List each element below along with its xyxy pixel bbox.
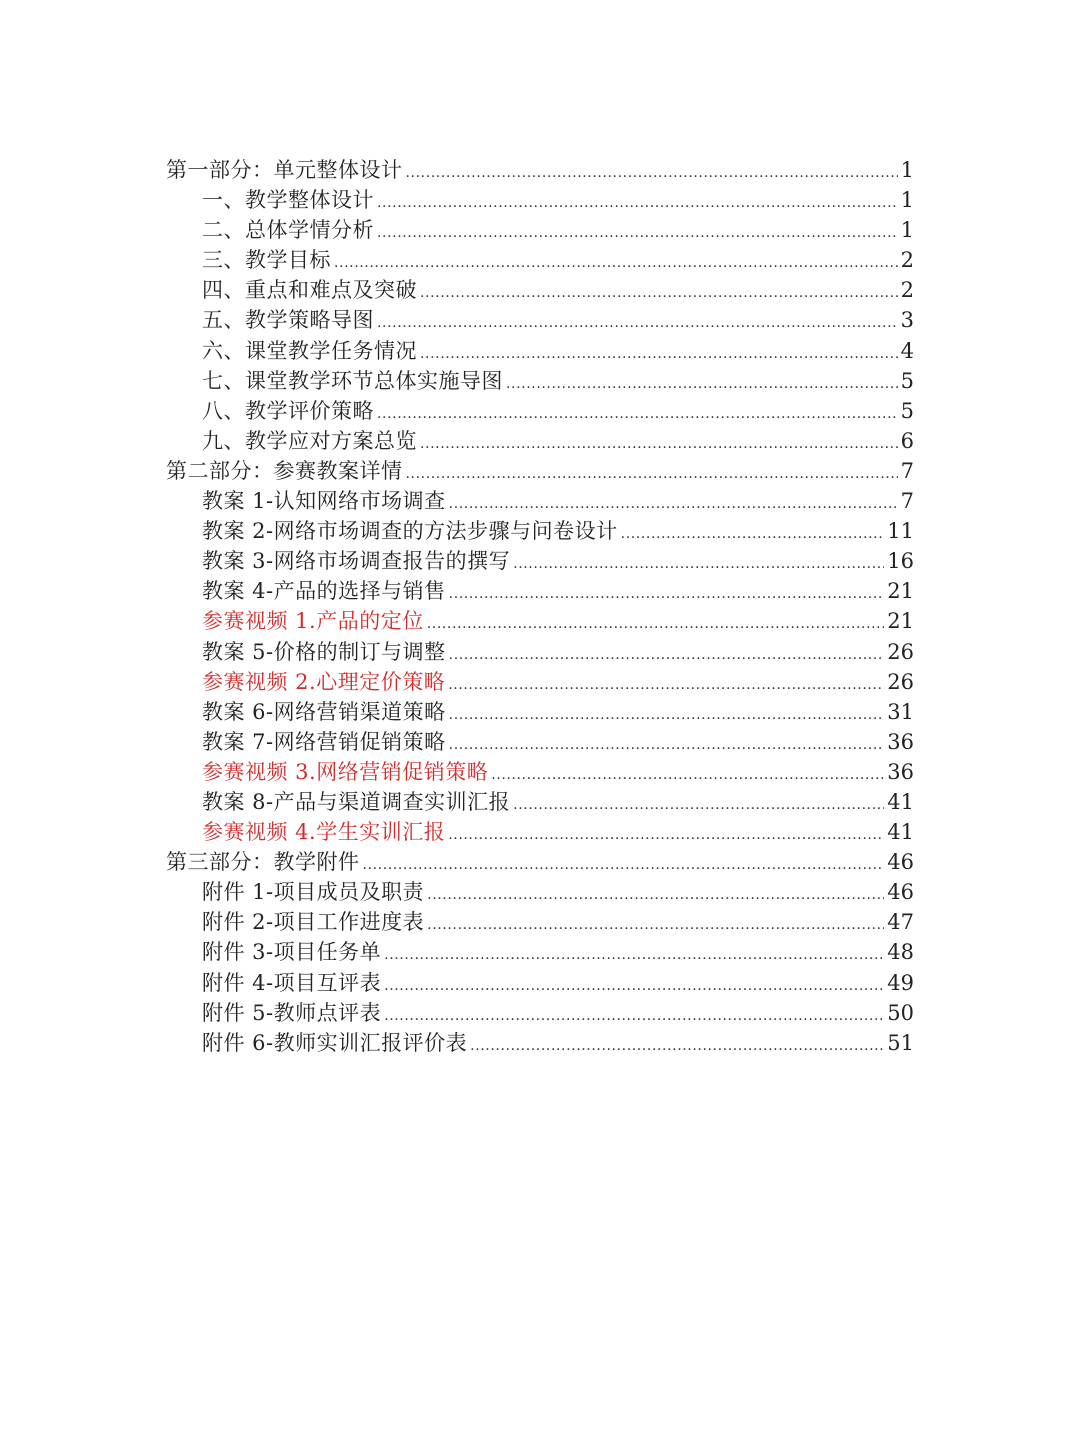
toc-section-heading[interactable] <box>166 847 914 877</box>
toc-page-number: 11 <box>887 519 914 544</box>
toc-dot-leader <box>377 218 898 248</box>
toc-dot-leader <box>506 369 898 399</box>
toc-entry-title: 参赛视频 2.心理定价策略 <box>202 669 446 694</box>
toc-entry-title: 第三部分：教学附件 <box>166 850 360 875</box>
toc-dot-leader <box>377 399 898 429</box>
toc-entry-title: 教案 1-认知网络市场调查 <box>202 489 446 514</box>
toc-page-number: 26 <box>887 669 914 694</box>
toc-entry-title: 教案 7-网络营销促销策略 <box>202 729 446 754</box>
toc-dot-leader <box>448 670 884 700</box>
toc-page-number: 4 <box>900 338 914 363</box>
toc-page-number: 6 <box>900 428 914 453</box>
toc-page-number: 41 <box>887 820 914 845</box>
toc-page-number: 36 <box>887 729 914 754</box>
toc-dot-leader <box>406 158 898 188</box>
toc-section-heading[interactable] <box>166 456 914 486</box>
toc-entry-title: 附件 2-项目工作进度表 <box>202 910 425 935</box>
toc-entry-title: 七、课堂教学环节总体实施导图 <box>202 368 503 393</box>
toc-page-number: 51 <box>887 1030 914 1055</box>
toc-page-number: 1 <box>900 158 914 182</box>
toc-video-entry[interactable] <box>166 817 914 847</box>
toc-entry[interactable] <box>166 305 914 335</box>
toc-entry[interactable] <box>166 486 914 516</box>
toc-dot-leader <box>449 640 885 670</box>
toc-dot-leader <box>449 489 898 519</box>
toc-entry-title: 附件 1-项目成员及职责 <box>202 880 425 905</box>
toc-dot-leader <box>420 429 898 459</box>
toc-page-number: 46 <box>887 850 914 875</box>
toc-video-entry[interactable] <box>166 606 914 636</box>
toc-dot-leader <box>513 549 884 579</box>
toc-entry[interactable] <box>166 877 914 907</box>
toc-entry[interactable] <box>166 426 914 456</box>
toc-page-number: 2 <box>900 248 914 273</box>
toc-dot-leader <box>420 339 898 369</box>
table-of-contents <box>166 155 914 1058</box>
toc-entry[interactable] <box>166 366 914 396</box>
toc-dot-leader <box>377 308 898 338</box>
toc-entry-title: 九、教学应对方案总览 <box>202 428 417 453</box>
toc-dot-leader <box>449 730 885 760</box>
toc-page-number: 1 <box>900 188 914 213</box>
toc-entry-title: 四、重点和难点及突破 <box>202 278 417 303</box>
toc-entry-title: 五、教学策略导图 <box>202 308 374 333</box>
toc-dot-leader <box>406 459 898 489</box>
toc-entry[interactable] <box>166 937 914 967</box>
toc-entry-title: 教案 5-价格的制订与调整 <box>202 639 446 664</box>
toc-entry-title: 教案 4-产品的选择与销售 <box>202 579 446 604</box>
toc-page-number: 2 <box>900 278 914 303</box>
toc-dot-leader <box>513 790 884 820</box>
toc-page-number: 5 <box>900 368 914 393</box>
toc-entry-title: 参赛视频 3.网络营销促销策略 <box>202 759 489 784</box>
toc-entry-title: 教案 8-产品与渠道调查实训汇报 <box>202 789 511 814</box>
toc-entry-title: 一、教学整体设计 <box>202 188 374 213</box>
toc-page-number: 21 <box>887 609 914 634</box>
toc-section-heading[interactable] <box>166 155 914 185</box>
toc-dot-leader <box>449 579 885 609</box>
toc-dot-leader <box>449 700 885 730</box>
toc-page-number: 26 <box>887 639 914 664</box>
toc-dot-leader <box>377 188 898 218</box>
toc-entry[interactable] <box>166 336 914 366</box>
toc-dot-leader <box>427 609 885 639</box>
toc-dot-leader <box>448 820 884 850</box>
toc-video-entry[interactable] <box>166 757 914 787</box>
toc-dot-leader <box>420 278 898 308</box>
toc-page-number: 49 <box>887 970 914 995</box>
toc-entry-title: 二、总体学情分析 <box>202 218 374 243</box>
toc-page-number: 48 <box>887 940 914 965</box>
toc-entry[interactable] <box>166 576 914 606</box>
toc-entry[interactable] <box>166 396 914 426</box>
toc-page-number: 5 <box>900 398 914 423</box>
toc-entry[interactable] <box>166 787 914 817</box>
toc-entry-title: 附件 4-项目互评表 <box>202 970 382 995</box>
toc-dot-leader <box>621 519 885 549</box>
toc-dot-leader <box>384 1001 884 1031</box>
toc-page-number: 41 <box>887 789 914 814</box>
toc-entry[interactable] <box>166 998 914 1028</box>
toc-video-entry[interactable] <box>166 667 914 697</box>
toc-entry-title: 三、教学目标 <box>202 248 331 273</box>
toc-dot-leader <box>384 940 884 970</box>
toc-entry[interactable] <box>166 546 914 576</box>
toc-page-number: 1 <box>900 218 914 243</box>
toc-dot-leader <box>427 880 884 910</box>
toc-entry-title: 六、课堂教学任务情况 <box>202 338 417 363</box>
toc-dot-leader <box>334 248 898 278</box>
toc-dot-leader <box>470 1031 884 1061</box>
toc-entry-title: 附件 5-教师点评表 <box>202 1000 382 1025</box>
toc-entry[interactable] <box>166 185 914 215</box>
toc-page-number: 16 <box>887 549 914 574</box>
toc-entry-title: 附件 6-教师实训汇报评价表 <box>202 1030 468 1055</box>
toc-entry-title: 附件 3-项目任务单 <box>202 940 382 965</box>
toc-entry-title: 教案 2-网络市场调查的方法步骤与问卷设计 <box>202 519 618 544</box>
toc-page-number: 7 <box>900 489 914 514</box>
toc-entry-title: 教案 3-网络市场调查报告的撰写 <box>202 549 511 574</box>
toc-entry[interactable] <box>166 697 914 727</box>
toc-page-number: 46 <box>887 880 914 905</box>
toc-entry[interactable] <box>166 727 914 757</box>
toc-page-number: 50 <box>887 1000 914 1025</box>
toc-dot-leader <box>363 850 885 880</box>
toc-page-number: 31 <box>887 699 914 724</box>
toc-entry-title: 参赛视频 4.学生实训汇报 <box>202 820 446 845</box>
toc-entry[interactable] <box>166 907 914 937</box>
toc-entry-title: 参赛视频 1.产品的定位 <box>202 609 424 634</box>
toc-entry[interactable] <box>166 275 914 305</box>
toc-entry[interactable] <box>166 637 914 667</box>
toc-page-number: 36 <box>887 759 914 784</box>
toc-entry[interactable] <box>166 1028 914 1058</box>
toc-page-number: 21 <box>887 579 914 604</box>
toc-dot-leader <box>384 971 884 1001</box>
toc-entry-title: 第一部分：单元整体设计 <box>166 158 403 182</box>
toc-entry[interactable] <box>166 245 914 275</box>
toc-entry-title: 第二部分：参赛教案详情 <box>166 458 403 483</box>
toc-dot-leader <box>491 760 884 790</box>
toc-page-number: 3 <box>900 308 914 333</box>
toc-entry[interactable] <box>166 968 914 998</box>
toc-entry-title: 八、教学评价策略 <box>202 398 374 423</box>
toc-entry[interactable] <box>166 215 914 245</box>
toc-dot-leader <box>427 910 884 940</box>
toc-entry[interactable] <box>166 516 914 546</box>
toc-entry-title: 教案 6-网络营销渠道策略 <box>202 699 446 724</box>
toc-page-number: 7 <box>900 458 914 483</box>
toc-page-number: 47 <box>887 910 914 935</box>
